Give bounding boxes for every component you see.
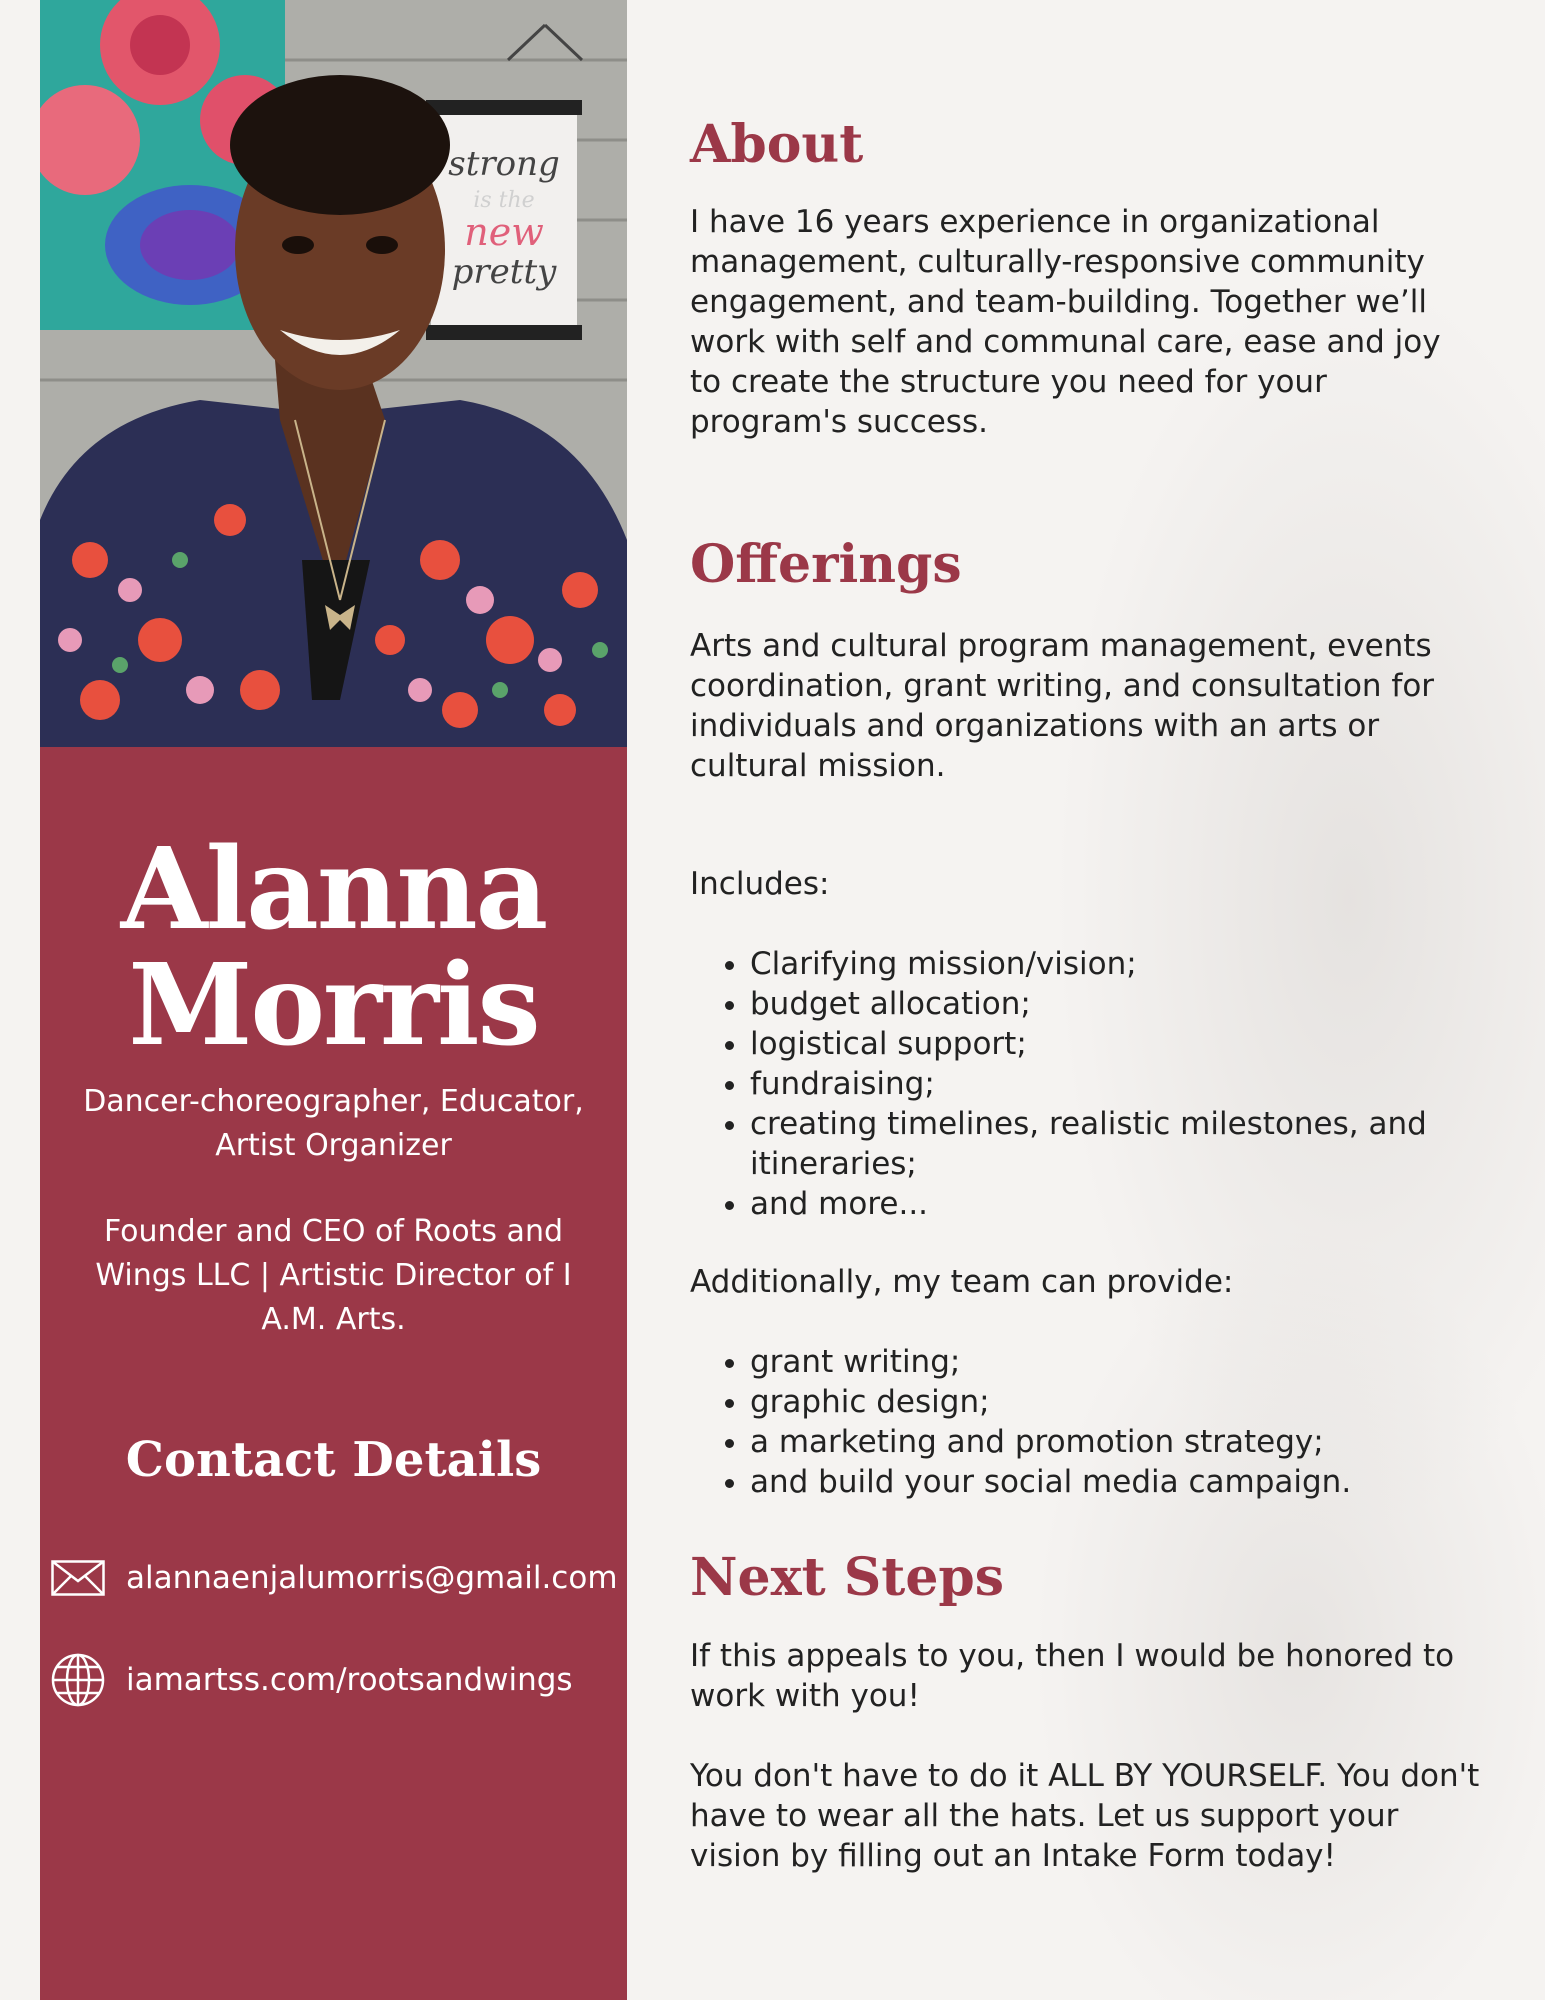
additional-label: Additionally, my team can provide:: [690, 1264, 1234, 1300]
list-item: • Clarifying mission/vision;: [750, 944, 1540, 984]
sign-text-4: pretty: [451, 252, 557, 292]
additional-list: [690, 1342, 1540, 1502]
list-item: • budget allocation;: [750, 984, 1540, 1024]
list-item: • logistical support;: [750, 1024, 1540, 1064]
contact-website-row[interactable]: [50, 1650, 573, 1710]
list-item: • and build your social media campaign.: [750, 1462, 1540, 1502]
next-steps-heading: Next Steps: [690, 1547, 1005, 1608]
list-item: • graphic design;: [750, 1382, 1540, 1422]
profile-photo: [40, 0, 627, 747]
envelope-icon: [50, 1550, 106, 1606]
offerings-heading: Offerings: [690, 534, 962, 595]
contact-email-row[interactable]: [50, 1548, 618, 1608]
contact-website[interactable]: iamartss.com/rootsandwings: [126, 1662, 573, 1698]
next-steps-text-1: If this appeals to you, then I would be honored to work with you!: [690, 1638, 1455, 1714]
person-positions: Founder and CEO of Roots and Wings LLC | Artistic Director of I A.M. Arts.: [95, 1214, 572, 1337]
about-text: I have 16 years experience in organizational management, culturally-responsive community engagement, and team-building. Together we’ll work with self and communal care, ease and joy to create the structure you need for your program's success.: [690, 204, 1441, 440]
person-last-name: Morris: [128, 940, 539, 1071]
list-item: • grant writing;: [750, 1342, 1540, 1382]
offerings-intro: Arts and cultural program management, events coordination, grant writing, and consultation for individuals and organizations with an arts or cultural mission.: [690, 628, 1435, 784]
contact-heading: Contact Details: [125, 1432, 542, 1488]
list-item: • and more...: [750, 1184, 1540, 1224]
contact-email[interactable]: alannaenjalumorris@gmail.com: [126, 1560, 618, 1596]
sign-text-2: is the: [473, 188, 535, 213]
list-item: • a marketing and promotion strategy;: [750, 1422, 1540, 1462]
person-roles: Dancer-choreographer, Educator, Artist Organizer: [83, 1084, 584, 1163]
sign-text-3: new: [464, 210, 544, 254]
sign-text-1: strong: [448, 144, 560, 184]
globe-icon: [50, 1652, 106, 1708]
person-first-name: Alanna: [120, 824, 547, 955]
list-item: • creating timelines, realistic milestones, and itineraries;: [750, 1104, 1540, 1184]
includes-list: [690, 944, 1540, 1224]
next-steps-text-2: You don't have to do it ALL BY YOURSELF. You don't have to wear all the hats. Let us support your vision by filling out an Intake Form today!: [690, 1758, 1480, 1874]
includes-label: Includes:: [690, 866, 830, 902]
list-item: • fundraising;: [750, 1064, 1540, 1104]
about-heading: About: [690, 114, 864, 175]
sidebar: [40, 0, 627, 2000]
